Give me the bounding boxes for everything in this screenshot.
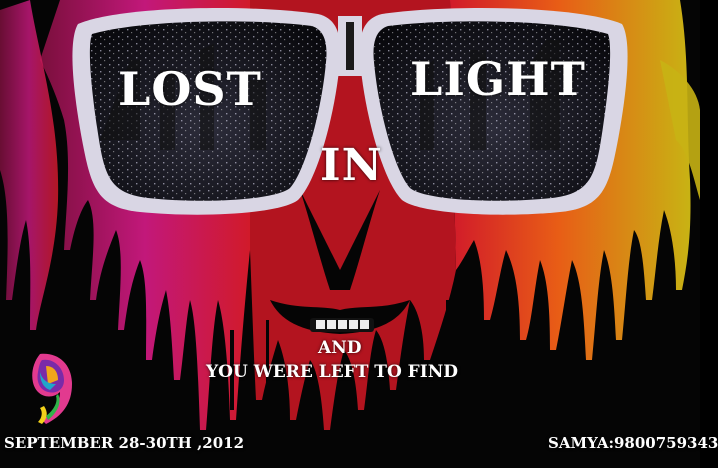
contact-info: SAMYA:9800759343 (548, 434, 718, 452)
tagline-line-1: AND (318, 338, 362, 358)
title-word-light: LIGHT (410, 52, 586, 106)
event-logo (18, 350, 82, 428)
title-word-in: IN (320, 140, 383, 191)
title-word-lost: LOST (118, 62, 262, 116)
mouth-teeth (310, 318, 374, 332)
event-date: SEPTEMBER 28-30TH ,2012 (4, 434, 245, 452)
tagline-line-2: YOU WERE LEFT TO FIND (206, 362, 458, 382)
